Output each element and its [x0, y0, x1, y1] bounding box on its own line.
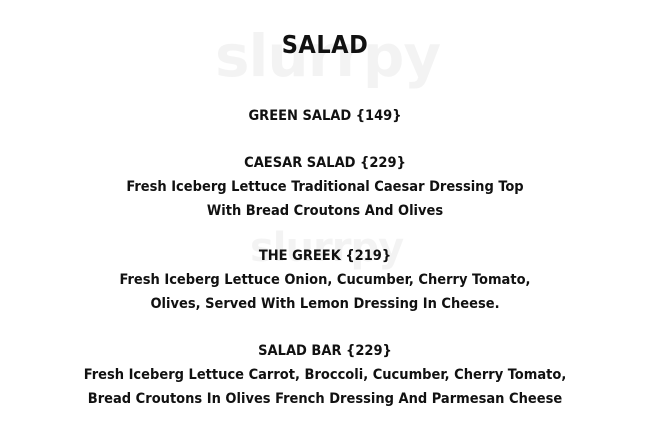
menu-item-name: GREEN SALAD {149} — [248, 108, 402, 124]
menu-item-description-line: Olives, Served With Lemon Dressing In Cheese. — [150, 296, 500, 312]
menu-item-description-line: Fresh Iceberg Lettuce Traditional Caesar Dressing Top — [126, 179, 524, 195]
menu-item-name: SALAD BAR {229} — [258, 343, 392, 359]
menu-item-green-salad — [0, 104, 650, 128]
menu-item-description-line: Fresh Iceberg Lettuce Onion, Cucumber, Cherry Tomato, — [119, 272, 531, 288]
menu-item-description-line: Bread Croutons In Olives French Dressing And Parmesan Cheese — [87, 391, 563, 407]
menu-item-description-line: With Bread Croutons And Olives — [206, 203, 444, 219]
menu-item-description-line: Fresh Iceberg Lettuce Carrot, Broccoli, Cucumber, Cherry Tomato, — [83, 367, 567, 383]
menu-section-title: SALAD — [281, 30, 369, 59]
menu-item-name: THE GREEK {219} — [258, 248, 392, 264]
menu-item-caesar-salad — [0, 151, 650, 223]
menu-item-the-greek — [0, 244, 650, 316]
menu-item-salad-bar — [0, 339, 650, 411]
menu-item-name: CAESAR SALAD {229} — [244, 155, 406, 171]
